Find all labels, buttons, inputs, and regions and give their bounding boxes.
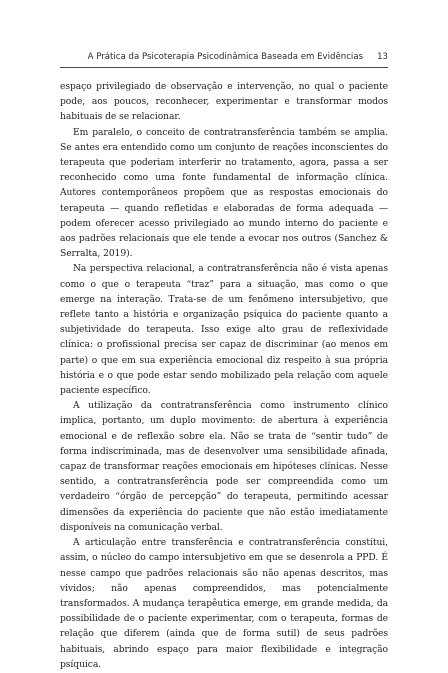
body-text [60, 80, 388, 673]
paragraph-intersubjective-field: A articulação entre transferência e contratransferência constitui, assim, o núcleo do campo intersubjetivo em que se desenrola a PPD. É nesse campo que padrões relacionais são não apenas descritos, mas vividos; não apenas compreendidos, mas potencialmente transformados. A mudança terapêutica emerge, em grande medida, da possibilidade de o paciente experimentar, com o terapeuta, formas de relação que diferem (ainda que de forma sutil) de seus padrões habituais, abrindo espaço para maior flexibilidade e integração psíquica. [60, 538, 388, 670]
page-number: 13 [377, 52, 388, 62]
running-title: A Prática da Psicoterapia Psicodinâmica Baseada em Evidências [87, 52, 364, 62]
paragraph-continued: espaço privilegiado de observação e intervenção, no qual o paciente pode, aos poucos, reconhecer, experimentar e transformar modos habituais de se relacionar. [60, 82, 388, 123]
paragraph-countertransference-expansion: Em paralelo, o conceito de contratransferência também se amplia. Se antes era entendido como um conjunto de reações inconscientes do terapeuta que poderiam interferir no tratamento, agora, passa a ser reconhecido como uma fonte fundamental de informação clínica. Autores contemporâneos propõem que as respostas emocionais do terapeuta — quando refletidas e elaboradas de forma adequada — podem oferecer acesso privilegiado ao mundo interno do paciente e aos padrões relacionais que ele tende a evocar nos outros (Sanchez & Serralta, 2019). [60, 127, 388, 260]
paragraph-relational-perspective: Na perspectiva relacional, a contratransferência não é vista apenas como o que o terapeuta “traz” para a situação, mas como o que emerge na interação. Trata-se de um fenômeno intersubjetivo, que reflete tanto a história e organização psíquica do paciente quanto a subjetividade do terapeuta. Isso exige alto grau de reflexividade clínica: o profissional precisa ser capaz de discriminar (ao menos em parte) o que em sua experiência emocional diz respeito à sua própria história e o que pode estar sendo mobilizado pela relação com aquele paciente específico. [60, 264, 388, 397]
running-header [60, 52, 388, 62]
paragraph-clinical-instrument: A utilização da contratransferência como instrumento clínico implica, portanto, um duplo movimento: de abertura à experiência emocional e de reflexão sobre ela. Não se trata de “sentir tudo” de forma indiscriminada, mas de desenvolver uma sensibilidade afinada, capaz de transformar reações emocionais em hipóteses clínicas. Nesse sentido, a contratransferência pode ser compreendida como um verdadeiro “órgão de percepção” do terapeuta, permitindo acessar dimensões da experiência do paciente que não estão imediatamente disponíveis na comunicação verbal. [60, 401, 388, 533]
header-rule [60, 67, 388, 68]
